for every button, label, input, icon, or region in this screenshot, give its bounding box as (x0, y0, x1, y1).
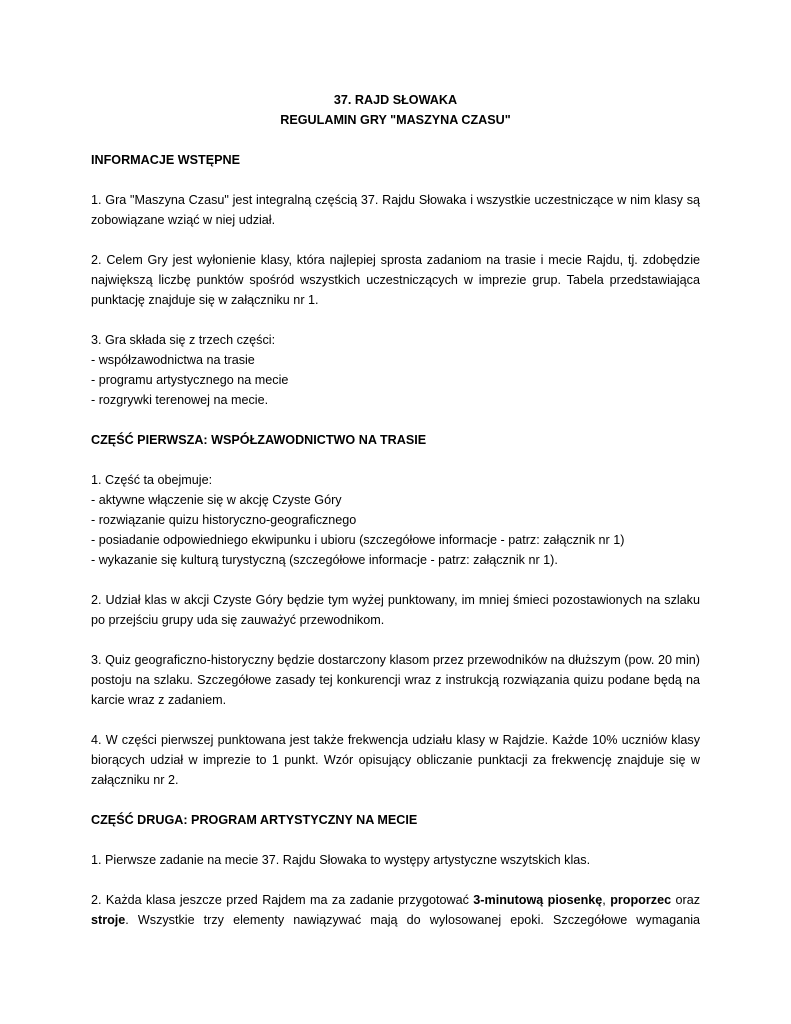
text-run: 2. Każda klasa jeszcze przed Rajdem ma za zadanie przygotować (91, 893, 474, 907)
list (91, 490, 700, 570)
bold-text-pennant: proporzec (610, 893, 672, 907)
paragraph: 1. Pierwsze zadanie na mecie 37. Rajdu Słowaka to występy artystyczne wszytskich klas. (91, 853, 591, 867)
paragraph: 4. W części pierwszej punktowana jest także frekwencja udziału klasy w Rajdzie. Każde 10% uczniów klasy biorących udział w imprezie to 1 punkt. Wzór opisujący obliczanie punktacji za frekwencję znajduje się w załączniku nr 2. (91, 733, 700, 787)
section-heading-part2: CZĘŚĆ DRUGA: PROGRAM ARTYSTYCZNY NA MECIE (91, 813, 418, 827)
paragraph: 2. Udział klas w akcji Czyste Góry będzie tym wyżej punktowany, im mniej śmieci pozostawionych na szlaku po przejściu grupy uda się zauważyć przewodnikom. (91, 593, 700, 627)
bold-text-costumes: stroje (91, 913, 126, 927)
list-item: - posiadanie odpowiedniego ekwipunku i ubioru (szczegółowe informacje - patrz: załącznik nr 1) (91, 533, 625, 547)
text-run: oraz (671, 893, 701, 907)
paragraph: 1. Gra "Maszyna Czasu" jest integralną częścią 37. Rajdu Słowaka i wszystkie uczestniczące w nim klasy są zobowiązane wziąć w niej udział. (91, 193, 700, 227)
list-item: - rozgrywki terenowej na mecie. (91, 393, 269, 407)
paragraph: 3. Quiz geograficzno-historyczny będzie dostarczony klasom przez przewodników na dłuższym (pow. 20 min) postoju na szlaku. Szczegółowe zasady tej konkurencji wraz z instrukcją rozwiązania quizu podane będą na karcie wraz z zadaniem. (91, 653, 700, 707)
paragraph: 1. Część ta obejmuje: (91, 473, 213, 487)
paragraph: 2. Celem Gry jest wyłonienie klasy, która najlepiej sprosta zadaniom na trasie i mecie Rajdu, tj. zdobędzie największą liczbę punktów spośród wszystkich uczestniczących w imprezie grup. Tabela przedstawiająca punktację znajduje się w załączniku nr 1. (91, 253, 700, 307)
paragraph (91, 890, 700, 930)
list-item: - aktywne włączenie się w akcję Czyste Góry (91, 493, 342, 507)
list-item: - współzawodnictwa na trasie (91, 353, 255, 367)
list (91, 350, 700, 410)
section-heading-part1: CZĘŚĆ PIERWSZA: WSPÓŁZAWODNICTWO NA TRASIE (91, 433, 427, 447)
document-page (91, 90, 700, 930)
document-subtitle: REGULAMIN GRY "MASZYNA CZASU" (280, 113, 511, 127)
document-title: 37. RAJD SŁOWAKA (333, 93, 458, 107)
text-run: . Wszystkie trzy elementy nawiązywać mają do wylosowanej epoki. Szczegółowe wymagania (125, 913, 700, 927)
list-item: - rozwiązanie quizu historyczno-geograficznego (91, 513, 357, 527)
text-run: , (602, 893, 611, 907)
paragraph: 3. Gra składa się z trzech części: (91, 333, 276, 347)
bold-text-song: 3-minutową piosenkę (473, 893, 603, 907)
list-item: - programu artystycznego na mecie (91, 373, 289, 387)
section-heading-intro: INFORMACJE WSTĘPNE (91, 153, 241, 167)
list-item: - wykazanie się kulturą turystyczną (szczegółowe informacje - patrz: załącznik nr 1). (91, 553, 558, 567)
